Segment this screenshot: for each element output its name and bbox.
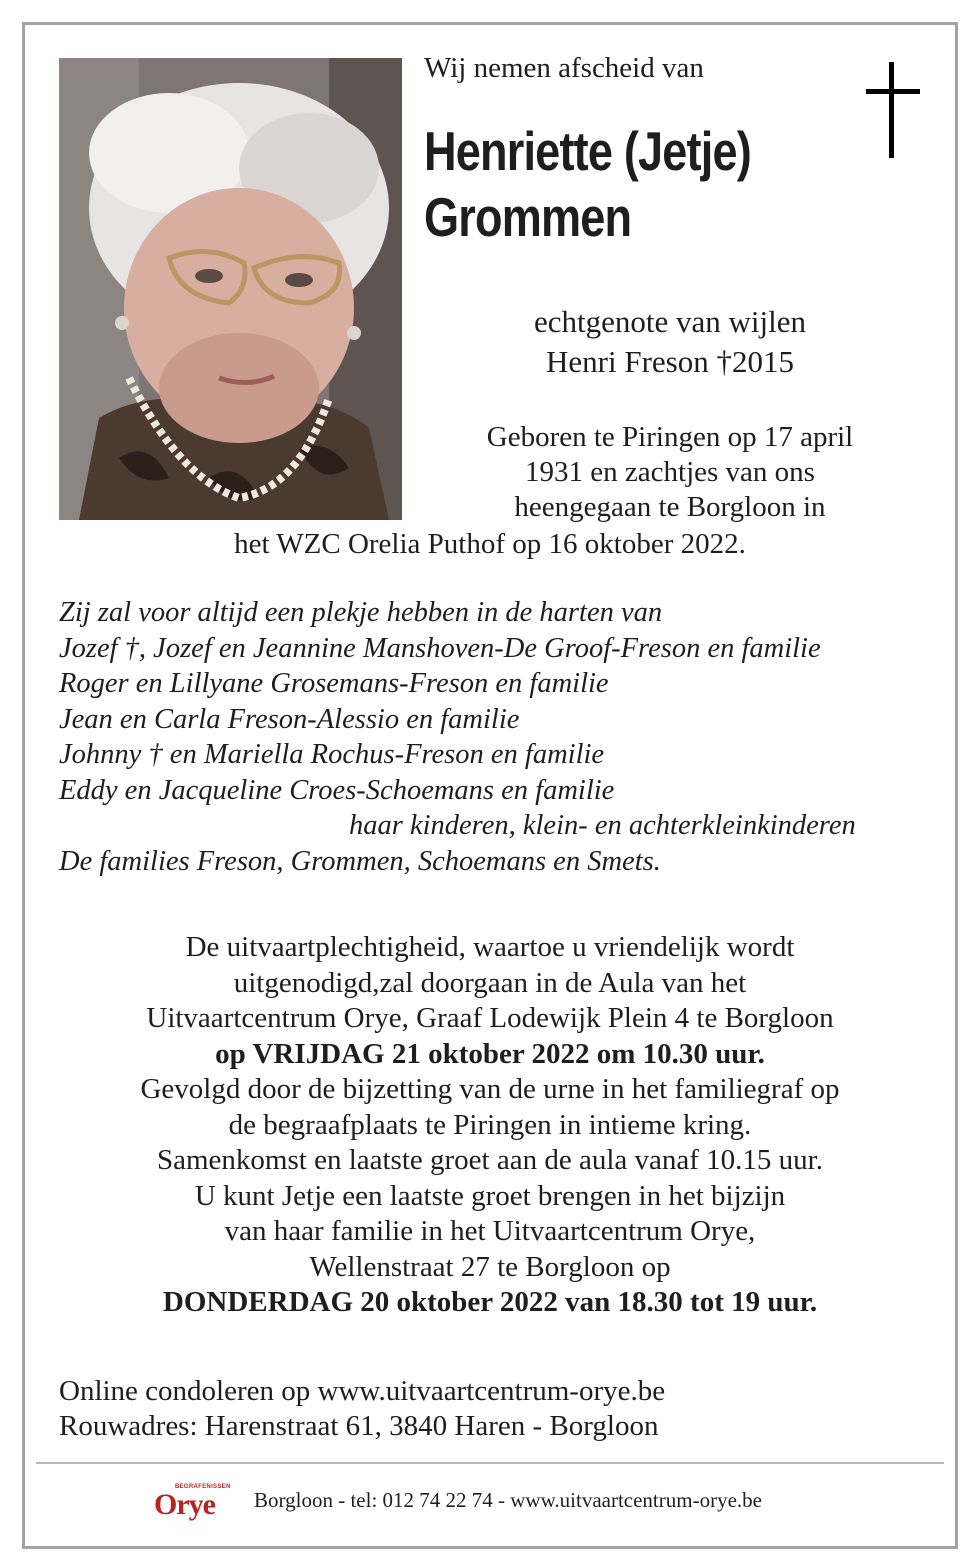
portrait-illustration (59, 58, 402, 520)
ceremony-line: U kunt Jetje een laatste groet brengen in het bijzijn (194, 1179, 786, 1212)
cross-icon (866, 62, 920, 158)
ceremony-line: Uitvaartcentrum Orye, Graaf Lodewijk Plein 4 te Borgloon (146, 1002, 834, 1034)
online-condolence[interactable]: Online condoleren op www.uitvaartcentrum-orye.be (59, 1375, 666, 1407)
bio-line-3: heengegaan te Borgloon in (514, 491, 826, 523)
ceremony-line: Gevolgd door de bijzetting van de urne in het familiegraf op (140, 1073, 840, 1105)
mourner-line: haar kinderen, klein- en achterkleinkinderen (349, 810, 856, 841)
ceremony-line: De uitvaartplechtigheid, waartoe u vriendelijk wordt (185, 931, 795, 963)
bio-line-1: Geboren te Piringen op 17 april (486, 421, 854, 453)
mourner-line: Jean en Carla Freson-Alessio en familie (59, 703, 520, 735)
portrait-photo (59, 58, 402, 520)
intro-text: Wij nemen afscheid van (424, 52, 704, 84)
footer-contact: Borgloon - tel: 012 74 22 74 - www.uitvaartcentrum-orye.be (254, 1488, 762, 1512)
footer-divider (36, 1462, 944, 1464)
ceremony-line: Wellenstraat 27 te Borgloon op (309, 1250, 671, 1283)
mourner-line: Eddy en Jacqueline Croes-Schoemans en familie (59, 774, 615, 806)
logo-tagline: BEGRAFENISSEN (175, 1484, 231, 1490)
ceremony-line: Samenkomst en laatste groet aan de aula vanaf 10.15 uur. (157, 1144, 823, 1176)
ceremony-details (30, 930, 950, 1321)
mourners-list (59, 595, 939, 879)
ceremony-line: de begraafplaats te Piringen in intieme kring. (228, 1108, 752, 1141)
spouse-info (430, 302, 910, 382)
visitation-date: DONDERDAG 20 oktober 2022 van 18.30 tot 19 uur. (162, 1286, 818, 1318)
bio-line-2: 1931 en zachtjes van ons (525, 456, 815, 488)
name-line-2: Grommen (424, 186, 632, 248)
mourner-line: Johnny † en Mariella Rochus-Freson en familie (59, 739, 605, 770)
mourner-line: De families Freson, Grommen, Schoemans en Smets. (59, 845, 661, 877)
footer (150, 1478, 850, 1528)
name-line-1: Henriette (Jetje) (424, 120, 751, 182)
spouse-line-1: echtgenote van wijlen (533, 304, 806, 339)
mourner-line: Jozef †, Jozef en Jeannine Manshoven-De Groof-Freson en familie (59, 632, 821, 664)
mourning-address: Rouwadres: Harenstraat 61, 3840 Haren - Borgloon (59, 1410, 659, 1442)
biography (420, 420, 920, 525)
spouse-line-2: Henri Freson †2015 (546, 344, 794, 379)
ceremony-date: op VRIJDAG 21 oktober 2022 om 10.30 uur. (215, 1037, 765, 1070)
mourner-line: Roger en Lillyane Grosemans-Freson en familie (59, 668, 609, 699)
mourner-line: Zij zal voor altijd een plekje hebben in de harten van (59, 597, 663, 628)
biography-last-line: het WZC Orelia Puthof op 16 oktober 2022. (234, 528, 746, 560)
deceased-name (424, 118, 768, 250)
orye-logo (150, 1478, 232, 1526)
ceremony-line: van haar familie in het Uitvaartcentrum Orye, (224, 1215, 756, 1247)
contact-info (59, 1374, 939, 1444)
ceremony-line: uitgenodigd,zal doorgaan in de Aula van het (233, 966, 747, 999)
logo-name: Orye (154, 1488, 215, 1521)
